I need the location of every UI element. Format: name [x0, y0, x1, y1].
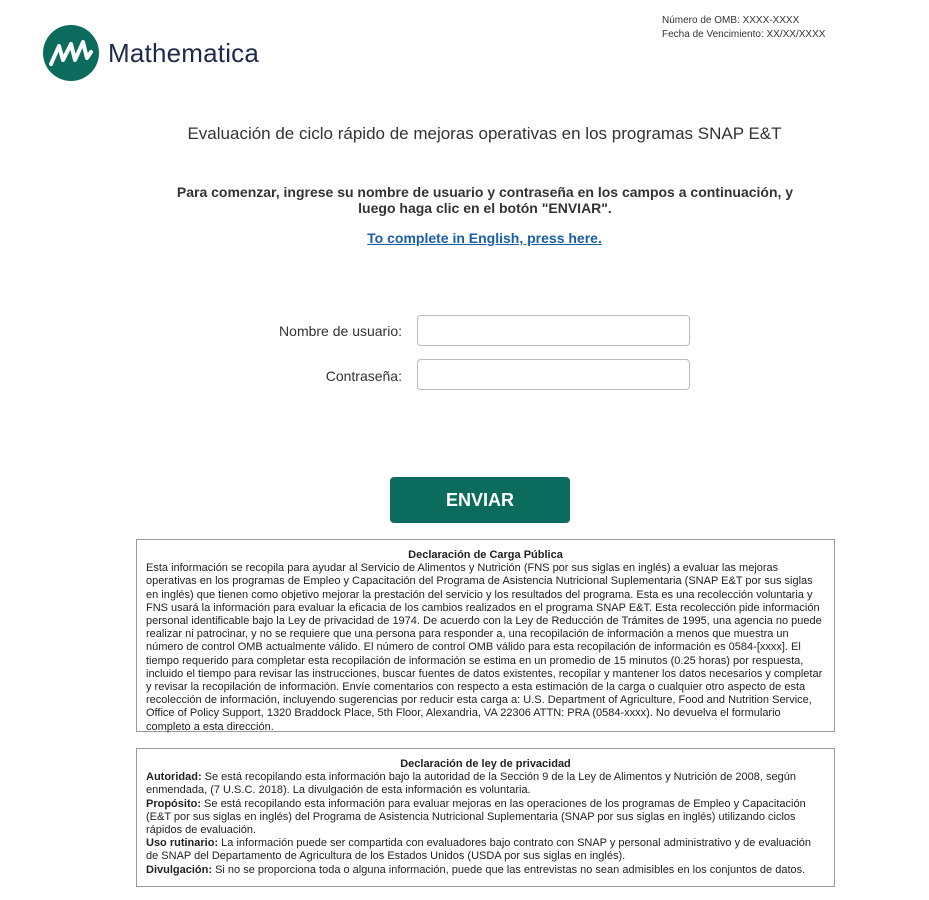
privacy-item-label: Uso rutinario:	[146, 837, 219, 850]
page-title: Evaluación de ciclo rápido de mejoras operativas en los programas SNAP E&T	[187, 124, 782, 143]
password-label: Contraseña:	[325, 368, 402, 384]
submit-button[interactable]: ENVIAR	[390, 477, 570, 523]
privacy-item-purpose	[146, 798, 825, 838]
omb-info	[662, 14, 825, 42]
privacy-item-routine-use	[146, 837, 825, 863]
privacy-item-disclosure	[146, 864, 825, 877]
mathematica-logo	[43, 25, 259, 81]
privacy-statement	[136, 748, 835, 887]
english-link[interactable]: To complete in English, press here.	[367, 230, 602, 246]
privacy-item-label: Autoridad:	[146, 771, 202, 784]
username-label: Nombre de usuario:	[279, 323, 402, 339]
instructions: Para comenzar, ingrese su nombre de usuario y contraseña en los campos a continuación, y luego haga clic en el botón "ENVIAR".	[176, 184, 794, 216]
omb-number: Número de OMB: XXXX-XXXX	[662, 15, 800, 26]
privacy-item-text: Se está recopilando esta información para evaluar mejoras en las operaciones de los programas de Empleo y Capacitación (E&T por sus siglas en inglés) del Programa de Asistencia Nutricional Suplementaria (SNAP por sus siglas en inglés) utilizando ciclos rápidos de evaluación.	[146, 797, 806, 837]
privacy-item-label: Divulgación:	[146, 863, 213, 876]
logo-mark-icon	[43, 25, 99, 81]
logo-text: Mathematica	[108, 37, 260, 68]
burden-heading: Declaración de Carga Pública	[408, 549, 563, 561]
privacy-heading: Declaración de ley de privacidad	[400, 758, 571, 770]
public-burden-statement	[136, 539, 835, 732]
username-input[interactable]	[417, 315, 690, 346]
privacy-item-text: La información puede ser compartida con evaluadores bajo contrato con SNAP y personal administrativo y de evaluación de SNAP del Departamento de Agricultura de los Estados Unidos (USDA por sus siglas en inglés).	[146, 837, 812, 863]
privacy-item-text: Si no se proporciona toda o alguna información, puede que las entrevistas no sean admisibles en los conjuntos de datos.	[212, 863, 806, 876]
burden-text: Esta información se recopila para ayudar al Servicio de Alimentos y Nutrición (FNS por sus siglas en inglés) a evaluar las mejoras operativas en los programas de Empleo y Capacitación del Programa de Asistencia Nutricional Suplementaria (SNAP E&T por sus siglas en inglés) que tienen como objetivo mejorar la prestación del servicio y los resultados del programa. Esta es una recolección voluntaria y FNS usará la información para evaluar la eficacia de los cambios realizados en el programa SNAP E&T. Esta recolección pide información personal identificable bajo la Ley de privacidad de 1974. De acuerdo con la Ley de Reducción de Trámites de 1995, una agencia no puede realizar ni patrocinar, y no se requiere que una persona para responder a, una recopilación de información a menos que muestra un número de control OMB actualmente válido. El número de control OMB válido para esta recopilación de información es 0584-[xxxx]. El tiempo requerido para completar esta recopilación de información se estima en un promedio de 15 minutos (0.25 horas) por respuesta, incluido el tiempo para revisar las instrucciones, buscar fuentes de datos existentes, recopilar y mantener los datos necesarios y completar y revisar la recopilación de información. Envíe comentarios con respecto a esta estimación de la carga o cualquier otro aspecto de esta recolección de información, incluyendo sugerencias por reducir esta carga a: U.S. Department of Agriculture, Food and Nutrition Service, Office of Policy Support, 1320 Braddock Place, 5th Floor, Alexandria, VA 22306 ATTN: PRA (0584-xxxx). No devuelva el formulario completo a esta dirección.	[146, 562, 823, 733]
password-input[interactable]	[417, 359, 690, 390]
privacy-item-label: Propósito:	[146, 797, 201, 810]
privacy-item-text: Se está recopilando esta información bajo la autoridad de la Sección 9 de la Ley de Alimentos y Nutrición de 2008, según enmendada, (7 U.S.C. 2018). La divulgación de esta información es voluntaria.	[146, 771, 796, 797]
omb-expiry: Fecha de Vencimiento: XX/XX/XXXX	[662, 29, 826, 40]
privacy-item-authority	[146, 771, 825, 797]
